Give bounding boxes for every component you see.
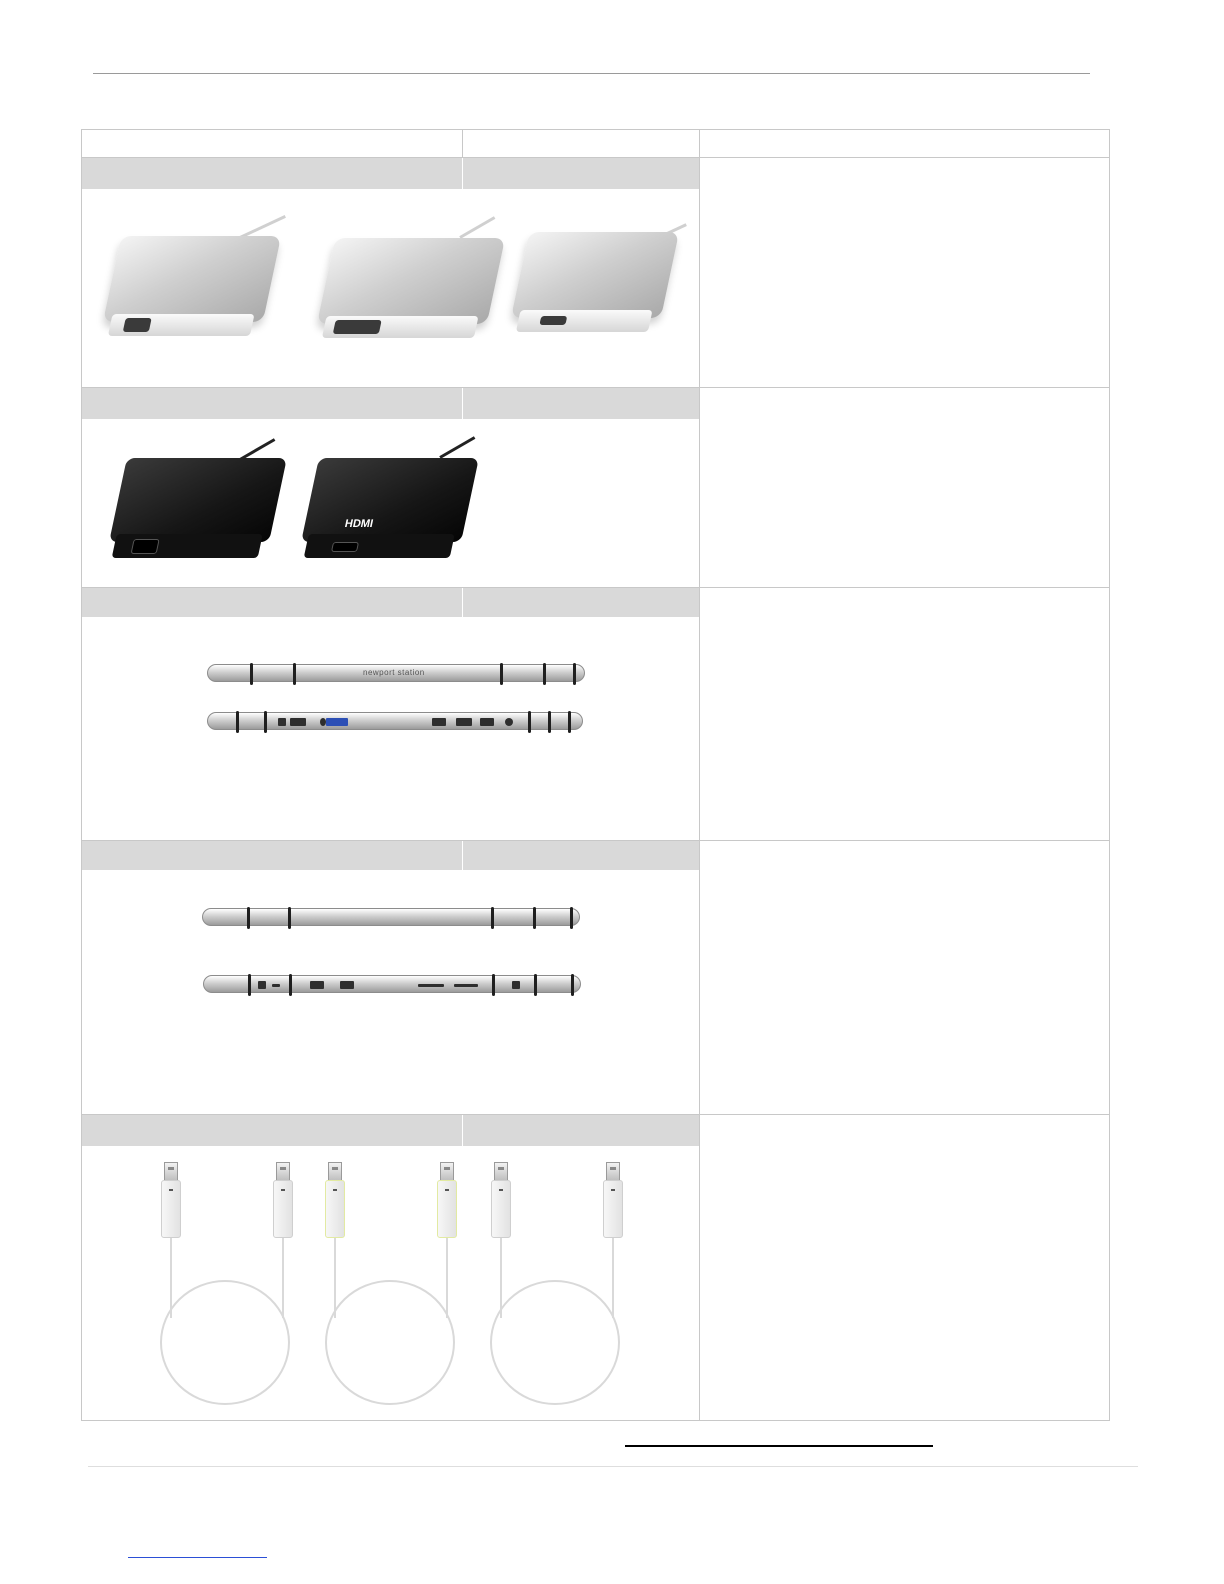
- hdmi-adapter: [511, 232, 679, 318]
- ethernet-port-icon: [480, 718, 494, 726]
- card-slot-icon: [418, 984, 444, 987]
- usb-plug-icon: [276, 1162, 290, 1182]
- usb-housing: [491, 1180, 511, 1238]
- row2-band: [82, 388, 699, 419]
- row5-band-split: [462, 1115, 463, 1146]
- hdmi-port-icon: [539, 316, 567, 325]
- audio-port-icon: [505, 718, 513, 726]
- row4-band-split: [462, 841, 463, 870]
- hdmi-brand-text: HDMI: [343, 518, 375, 530]
- port-icon: [272, 984, 280, 987]
- black-vga-adapter: [109, 458, 287, 542]
- dock-a-brand-label: newport station: [363, 668, 425, 677]
- dock-b-top-bar: [202, 908, 580, 926]
- header-rule: [93, 73, 1090, 74]
- cable-loop: [160, 1280, 290, 1405]
- usb-port-icon: [456, 718, 472, 726]
- black-hdmi-adapter: [301, 458, 479, 542]
- usb-housing: [161, 1180, 181, 1238]
- usb-housing: [437, 1180, 457, 1238]
- hdmi-port-icon: [310, 981, 324, 989]
- port-icon: [278, 718, 286, 726]
- dock-a-port-bar: [207, 712, 583, 730]
- usb-plug-icon: [440, 1162, 454, 1182]
- header-col-divider-1: [462, 130, 463, 157]
- vga-adapter: [103, 236, 281, 322]
- row1-band: [82, 158, 699, 189]
- usb-housing: [325, 1180, 345, 1238]
- port-icon: [258, 981, 266, 989]
- row4-band: [82, 841, 699, 870]
- usb-housing: [273, 1180, 293, 1238]
- main-col-divider: [699, 130, 700, 1420]
- row2-band-split: [462, 388, 463, 419]
- usb-housing: [603, 1180, 623, 1238]
- port-icon: [512, 981, 520, 989]
- row1-band-split: [462, 158, 463, 189]
- footer-link[interactable]: [128, 1557, 267, 1558]
- usb-plug-icon: [164, 1162, 178, 1182]
- vga-port-icon: [123, 318, 152, 332]
- underline-link[interactable]: [625, 1445, 933, 1447]
- cable-loop: [325, 1280, 455, 1405]
- hdmi-port-icon: [331, 542, 359, 552]
- hdmi-port-icon: [340, 981, 354, 989]
- vga-port-icon: [131, 539, 160, 554]
- cable-loop: [490, 1280, 620, 1405]
- usb-plug-icon: [328, 1162, 342, 1182]
- row3-band: [82, 588, 699, 617]
- usb-plug-icon: [606, 1162, 620, 1182]
- footer-rule: [88, 1466, 1138, 1467]
- usb-port-icon: [432, 718, 446, 726]
- vga-port-icon: [326, 718, 348, 726]
- row3-band-split: [462, 588, 463, 617]
- row5-band: [82, 1115, 699, 1146]
- dvi-port-icon: [333, 320, 382, 334]
- dock-b-port-bar: [203, 975, 581, 993]
- dock-a-top-bar: [207, 664, 585, 682]
- dvi-adapter: [317, 238, 505, 324]
- card-slot-icon: [454, 984, 478, 987]
- usb-plug-icon: [494, 1162, 508, 1182]
- usb-port-icon: [290, 718, 306, 726]
